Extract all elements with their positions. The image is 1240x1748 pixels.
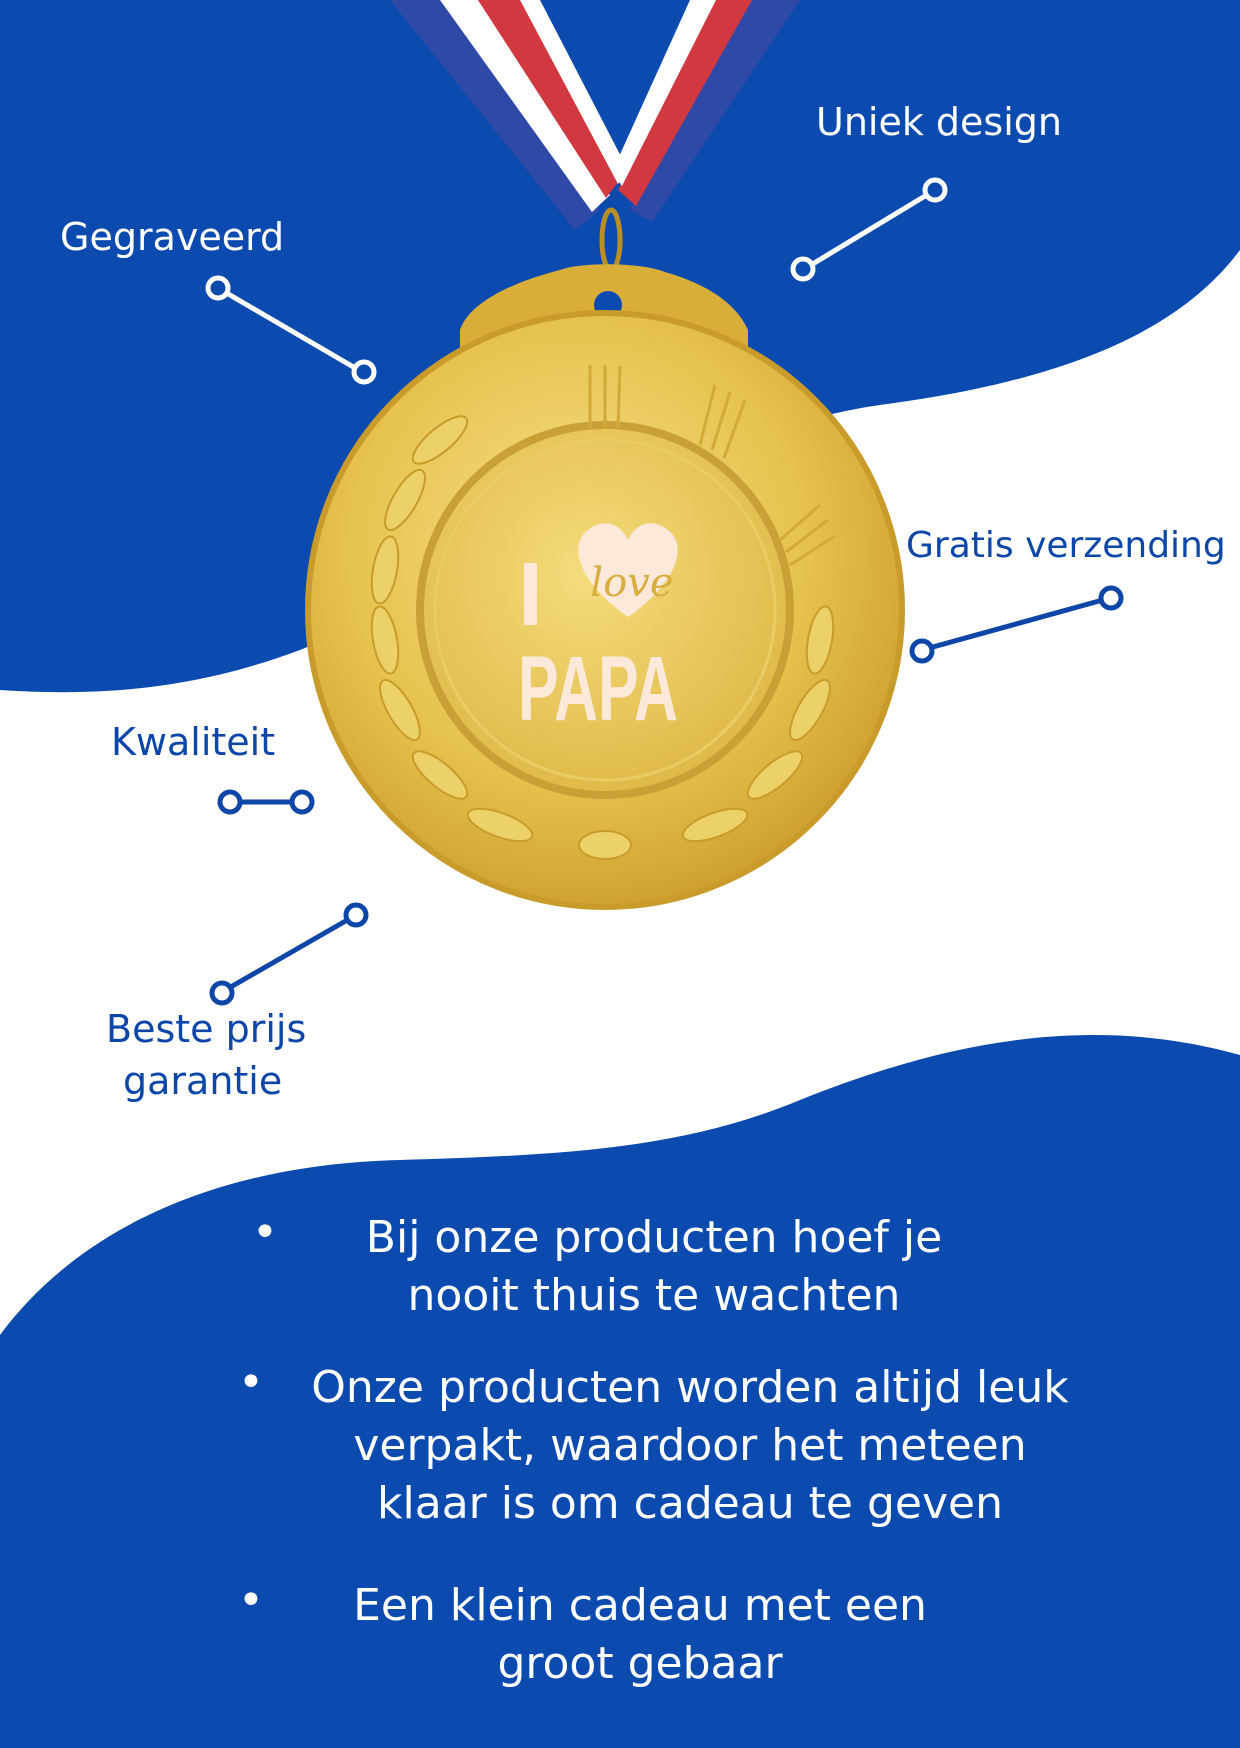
engraving-papa: PAPA xyxy=(518,638,678,740)
callout-gegraveerd: Gegraveerd xyxy=(60,215,285,259)
benefit-2-line2: verpakt, waardoor het meteen xyxy=(353,1420,1027,1471)
callout-kwaliteit: Kwaliteit xyxy=(111,720,276,764)
benefit-3-line2: groot gebaar xyxy=(497,1638,783,1689)
callout-beste-prijs-line2: garantie xyxy=(123,1059,283,1103)
callout-uniek-design: Uniek design xyxy=(816,100,1062,144)
callout-gratis-verzending: Gratis verzending xyxy=(906,525,1226,566)
connector-beste-prijs xyxy=(212,905,366,1003)
connector-kwaliteit xyxy=(220,792,312,812)
bullet-1: • xyxy=(252,1207,278,1258)
engraving-i: I xyxy=(518,545,544,645)
benefit-2-line3: klaar is om cadeau te geven xyxy=(377,1478,1003,1529)
benefit-1-line2: nooit thuis te wachten xyxy=(407,1270,901,1321)
callout-beste-prijs-line1: Beste prijs xyxy=(106,1007,307,1051)
engraving-love: love xyxy=(590,560,674,606)
bullet-3: • xyxy=(238,1575,264,1626)
bottom-blue-wave xyxy=(0,1035,1240,1748)
benefit-2-line1: Onze producten worden altijd leuk xyxy=(311,1362,1069,1413)
benefit-1-line1: Bij onze producten hoef je xyxy=(365,1212,943,1263)
benefit-3-line1: Een klein cadeau met een xyxy=(353,1580,927,1631)
connector-gratis-verzending xyxy=(912,588,1121,661)
bullet-2: • xyxy=(238,1357,264,1408)
